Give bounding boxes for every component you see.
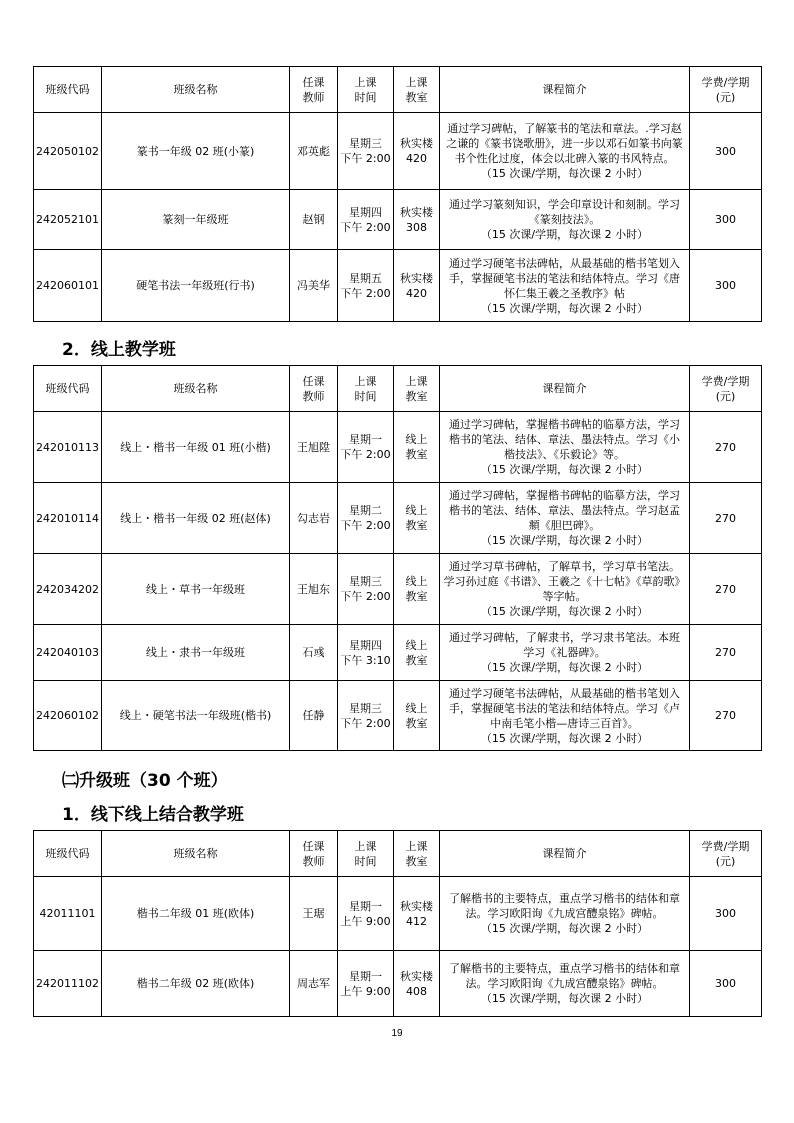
header-time-line: 时间 bbox=[354, 389, 377, 403]
teacher-name: 石彧 bbox=[290, 625, 338, 681]
course-description-line: 通过学习碑帖，了解隶书，学习隶书笔法。本班 bbox=[449, 631, 680, 644]
tuition-fee: 270 bbox=[690, 681, 762, 751]
table-header-row bbox=[34, 67, 762, 113]
class-name: 楷书二年级 02 班(欧体) bbox=[102, 951, 290, 1017]
course-description-line: （15 次课/学期，每次课 2 小时） bbox=[480, 661, 649, 674]
classroom-line: 教室 bbox=[405, 590, 428, 603]
course-description bbox=[440, 190, 690, 250]
header-room-line: 教室 bbox=[405, 90, 428, 104]
header-fee bbox=[690, 67, 762, 113]
course-description-line: 楷书的笔法、结体、章法、墨法特点。学习赵孟 bbox=[449, 504, 680, 517]
header-fee bbox=[690, 831, 762, 877]
course-description-line: （15 次课/学期，每次课 2 小时） bbox=[480, 167, 649, 180]
classroom-line: 线上 bbox=[405, 433, 428, 446]
table-row bbox=[34, 412, 762, 483]
header-fee-line: 学费/学期 bbox=[701, 75, 750, 89]
class-time bbox=[338, 250, 394, 322]
class-time-line: 星期三 bbox=[349, 575, 382, 588]
course-description-line: 了解楷书的主要特点，重点学习楷书的结体和章 bbox=[449, 892, 680, 905]
class-time-line: 下午 2:00 bbox=[340, 448, 391, 461]
section-heading-upgrade: ㈡升级班（30 个班） bbox=[62, 771, 228, 791]
class-time-line: 星期五 bbox=[349, 271, 382, 285]
header-class-name: 班级名称 bbox=[102, 366, 290, 412]
tuition-fee: 300 bbox=[690, 250, 762, 322]
header-room bbox=[394, 67, 440, 113]
course-description-line: 手，掌握硬笔书法的笔法和结体特点。学习《卢 bbox=[449, 701, 680, 715]
course-description-line: （15 次课/学期，每次课 2 小时） bbox=[480, 301, 649, 315]
course-description bbox=[440, 877, 690, 951]
course-description-line: 通过学习碑帖，掌握楷书碑帖的临摹方法，学习 bbox=[449, 489, 680, 502]
class-name: 篆书一年级 02 班(小篆) bbox=[102, 113, 290, 190]
class-time-line: 星期四 bbox=[349, 205, 382, 219]
header-teacher-line: 任课 bbox=[302, 75, 325, 89]
header-time-line: 上课 bbox=[354, 839, 377, 853]
course-description bbox=[440, 113, 690, 190]
header-teacher-line: 任课 bbox=[302, 374, 325, 388]
class-time-line: 星期三 bbox=[349, 701, 382, 715]
classroom bbox=[394, 877, 440, 951]
header-teacher bbox=[290, 831, 338, 877]
course-description-line: 学习《礼器碑》。 bbox=[523, 646, 606, 659]
course-description-line: （15 次课/学期，每次课 2 小时） bbox=[480, 731, 649, 745]
section-heading-online: 2．线上教学班 bbox=[62, 340, 176, 360]
classroom-line: 教室 bbox=[405, 448, 428, 461]
course-description-line: 法。学习欧阳询《九成宫醴泉铭》碑帖。 bbox=[465, 907, 664, 920]
classroom-line: 412 bbox=[406, 914, 427, 928]
class-time-line: 下午 3:10 bbox=[340, 653, 391, 667]
header-time bbox=[338, 67, 394, 113]
class-code: 42011101 bbox=[34, 877, 102, 951]
header-teacher-line: 教师 bbox=[302, 854, 325, 868]
class-time bbox=[338, 554, 394, 625]
header-fee-line: 学费/学期 bbox=[701, 839, 750, 853]
class-time bbox=[338, 190, 394, 250]
class-time bbox=[338, 412, 394, 483]
table-row bbox=[34, 483, 762, 554]
header-teacher bbox=[290, 366, 338, 412]
classroom-line: 420 bbox=[406, 286, 427, 300]
header-teacher bbox=[290, 67, 338, 113]
header-fee bbox=[690, 366, 762, 412]
course-description bbox=[440, 625, 690, 681]
header-room-line: 上课 bbox=[405, 75, 428, 89]
header-time-line: 上课 bbox=[354, 75, 377, 89]
class-code: 242011102 bbox=[34, 951, 102, 1017]
header-fee-line: (元) bbox=[715, 389, 736, 403]
header-room bbox=[394, 366, 440, 412]
class-code: 242060101 bbox=[34, 250, 102, 322]
course-description-line: 等字帖。 bbox=[542, 590, 587, 603]
classroom-line: 秋实楼 bbox=[400, 969, 433, 983]
class-time bbox=[338, 113, 394, 190]
class-code: 242034202 bbox=[34, 554, 102, 625]
course-description-line: 楷技法》、《乐毅论》等。 bbox=[504, 448, 625, 461]
classroom-line: 308 bbox=[406, 220, 427, 234]
class-name: 线上・楷书一年级 01 班(小楷) bbox=[102, 412, 290, 483]
course-description-line: 通过学习硬笔书法碑帖，从最基础的楷书笔划入 bbox=[449, 256, 680, 270]
table-row bbox=[34, 877, 762, 951]
course-description bbox=[440, 951, 690, 1017]
class-time-line: 下午 2:00 bbox=[340, 519, 391, 532]
classroom bbox=[394, 681, 440, 751]
classroom-line: 教室 bbox=[405, 716, 428, 730]
class-code: 242010114 bbox=[34, 483, 102, 554]
table-header-row bbox=[34, 366, 762, 412]
class-time-line: 下午 2:00 bbox=[340, 152, 391, 165]
header-class-name: 班级名称 bbox=[102, 831, 290, 877]
course-description bbox=[440, 250, 690, 322]
class-time-line: 下午 2:00 bbox=[340, 716, 391, 730]
class-time bbox=[338, 625, 394, 681]
table-row bbox=[34, 190, 762, 250]
classroom-line: 秋实楼 bbox=[400, 137, 433, 150]
classroom-line: 线上 bbox=[405, 638, 428, 652]
course-description-line: 通过学习篆刻知识，学会印章设计和刻制。学习 bbox=[449, 198, 680, 211]
classroom-line: 秋实楼 bbox=[400, 271, 433, 285]
header-room-line: 教室 bbox=[405, 389, 428, 403]
course-description-line: （15 次课/学期，每次课 2 小时） bbox=[480, 228, 649, 241]
class-time-line: 星期四 bbox=[349, 638, 382, 652]
header-room-line: 上课 bbox=[405, 374, 428, 388]
classroom bbox=[394, 113, 440, 190]
course-table-online-beginner bbox=[33, 365, 762, 751]
tuition-fee: 270 bbox=[690, 412, 762, 483]
course-description-line: 学习孙过庭《书谱》、王羲之《十七帖》《草韵歌》 bbox=[443, 575, 686, 588]
tuition-fee: 300 bbox=[690, 877, 762, 951]
class-time bbox=[338, 877, 394, 951]
header-room bbox=[394, 831, 440, 877]
course-description-line: 頫《胆巴碑》。 bbox=[528, 519, 601, 532]
course-description-line: 中南毛笔小楷—唐诗三百首》。 bbox=[490, 716, 639, 730]
teacher-name: 王琚 bbox=[290, 877, 338, 951]
table-row bbox=[34, 554, 762, 625]
course-description bbox=[440, 412, 690, 483]
header-room-line: 教室 bbox=[405, 854, 428, 868]
class-code: 242010113 bbox=[34, 412, 102, 483]
class-code: 242060102 bbox=[34, 681, 102, 751]
course-description-line: 之谦的《篆书饶歌册》，进一步以邓石如篆书向篆 bbox=[446, 137, 683, 150]
class-time-line: 下午 2:00 bbox=[340, 590, 391, 603]
course-description-line: 通过学习草书碑帖，了解草书，学习草书笔法。 bbox=[449, 560, 680, 573]
header-class-code: 班级代码 bbox=[34, 366, 102, 412]
class-time bbox=[338, 951, 394, 1017]
header-class-code: 班级代码 bbox=[34, 831, 102, 877]
header-description: 课程简介 bbox=[440, 831, 690, 877]
class-name: 线上・楷书一年级 02 班(赵体) bbox=[102, 483, 290, 554]
table-header-row bbox=[34, 831, 762, 877]
course-description-line: （15 次课/学期，每次课 2 小时） bbox=[480, 922, 649, 935]
table-row bbox=[34, 113, 762, 190]
classroom bbox=[394, 412, 440, 483]
teacher-name: 周志军 bbox=[290, 951, 338, 1017]
tuition-fee: 300 bbox=[690, 951, 762, 1017]
class-time-line: 下午 2:00 bbox=[340, 220, 391, 234]
course-description-line: 怀仁集王羲之圣教序》帖 bbox=[504, 286, 625, 300]
classroom bbox=[394, 951, 440, 1017]
course-description-line: 通过学习碑帖，掌握楷书碑帖的临摹方法，学习 bbox=[449, 418, 680, 431]
table-row bbox=[34, 951, 762, 1017]
course-description-line: 《篆刻技法》。 bbox=[528, 213, 601, 226]
course-description-line: 了解楷书的主要特点，重点学习楷书的结体和章 bbox=[449, 962, 680, 975]
class-time-line: 星期二 bbox=[349, 504, 382, 517]
classroom-line: 线上 bbox=[405, 575, 428, 588]
class-code: 242052101 bbox=[34, 190, 102, 250]
course-description-line: 书个性化过度，体会以北碑入篆的书风特点。 bbox=[454, 152, 675, 165]
class-code: 242050102 bbox=[34, 113, 102, 190]
course-table-offline-beginner bbox=[33, 66, 762, 322]
classroom-line: 教室 bbox=[405, 653, 428, 667]
page-number: 19 bbox=[391, 1028, 403, 1039]
class-code: 242040103 bbox=[34, 625, 102, 681]
class-name: 硬笔书法一年级班(行书) bbox=[102, 250, 290, 322]
classroom bbox=[394, 554, 440, 625]
teacher-name: 勾志岩 bbox=[290, 483, 338, 554]
header-room-line: 上课 bbox=[405, 839, 428, 853]
teacher-name: 王旭东 bbox=[290, 554, 338, 625]
class-name: 楷书二年级 01 班(欧体) bbox=[102, 877, 290, 951]
classroom-line: 线上 bbox=[405, 701, 428, 715]
tuition-fee: 270 bbox=[690, 554, 762, 625]
tuition-fee: 270 bbox=[690, 483, 762, 554]
classroom-line: 教室 bbox=[405, 519, 428, 532]
course-description bbox=[440, 681, 690, 751]
course-description bbox=[440, 554, 690, 625]
header-fee-line: (元) bbox=[715, 90, 736, 104]
class-name: 线上・硬笔书法一年级班(楷书) bbox=[102, 681, 290, 751]
course-description-line: 法。学习欧阳询《九成宫醴泉铭》碑帖。 bbox=[465, 977, 664, 990]
section-heading-blended: 1．线下线上结合教学班 bbox=[62, 805, 244, 825]
header-time bbox=[338, 366, 394, 412]
header-teacher-line: 教师 bbox=[302, 389, 325, 403]
course-description-line: （15 次课/学期，每次课 2 小时） bbox=[480, 534, 649, 547]
class-time-line: 星期一 bbox=[349, 969, 382, 983]
classroom bbox=[394, 190, 440, 250]
header-time-line: 时间 bbox=[354, 854, 377, 868]
class-name: 篆刻一年级班 bbox=[102, 190, 290, 250]
teacher-name: 赵钢 bbox=[290, 190, 338, 250]
course-description bbox=[440, 483, 690, 554]
table-row bbox=[34, 250, 762, 322]
classroom-line: 秋实楼 bbox=[400, 899, 433, 913]
header-description: 课程简介 bbox=[440, 67, 690, 113]
header-time-line: 时间 bbox=[354, 90, 377, 104]
class-time bbox=[338, 483, 394, 554]
class-time-line: 星期一 bbox=[349, 433, 382, 446]
classroom-line: 线上 bbox=[405, 504, 428, 517]
header-class-name: 班级名称 bbox=[102, 67, 290, 113]
tuition-fee: 300 bbox=[690, 113, 762, 190]
classroom-line: 408 bbox=[406, 984, 427, 998]
header-description: 课程简介 bbox=[440, 366, 690, 412]
class-time bbox=[338, 681, 394, 751]
classroom-line: 秋实楼 bbox=[400, 205, 433, 219]
course-description-line: 手，掌握硬笔书法的笔法和结体特点。学习《唐 bbox=[449, 271, 680, 285]
class-time-line: 上午 9:00 bbox=[340, 984, 391, 998]
course-table-upgrade-blended bbox=[33, 830, 762, 1017]
class-time-line: 上午 9:00 bbox=[340, 914, 391, 928]
course-description-line: （15 次课/学期，每次课 2 小时） bbox=[480, 992, 649, 1005]
tuition-fee: 270 bbox=[690, 625, 762, 681]
classroom bbox=[394, 625, 440, 681]
classroom bbox=[394, 483, 440, 554]
class-name: 线上・隶书一年级班 bbox=[102, 625, 290, 681]
table-row bbox=[34, 625, 762, 681]
header-fee-line: 学费/学期 bbox=[701, 374, 750, 388]
teacher-name: 邓英彪 bbox=[290, 113, 338, 190]
teacher-name: 王旭陞 bbox=[290, 412, 338, 483]
class-name: 线上・草书一年级班 bbox=[102, 554, 290, 625]
header-fee-line: (元) bbox=[715, 854, 736, 868]
class-time-line: 星期一 bbox=[349, 899, 382, 913]
teacher-name: 任静 bbox=[290, 681, 338, 751]
table-row bbox=[34, 681, 762, 751]
class-time-line: 下午 2:00 bbox=[340, 286, 391, 300]
course-description-line: （15 次课/学期，每次课 2 小时） bbox=[480, 463, 649, 476]
classroom bbox=[394, 250, 440, 322]
course-description-line: 通过学习碑帖，了解篆书的笔法和章法。.学习赵 bbox=[447, 122, 682, 135]
tuition-fee: 300 bbox=[690, 190, 762, 250]
class-time-line: 星期三 bbox=[349, 137, 382, 150]
header-time-line: 上课 bbox=[354, 374, 377, 388]
header-teacher-line: 任课 bbox=[302, 839, 325, 853]
course-description-line: 楷书的笔法、结体、章法、墨法特点。学习《小 bbox=[449, 433, 680, 446]
course-description-line: （15 次课/学期，每次课 2 小时） bbox=[480, 605, 649, 618]
header-teacher-line: 教师 bbox=[302, 90, 325, 104]
course-description-line: 通过学习硬笔书法碑帖，从最基础的楷书笔划入 bbox=[449, 686, 680, 700]
classroom-line: 420 bbox=[406, 152, 427, 165]
header-time bbox=[338, 831, 394, 877]
teacher-name: 冯美华 bbox=[290, 250, 338, 322]
header-class-code: 班级代码 bbox=[34, 67, 102, 113]
